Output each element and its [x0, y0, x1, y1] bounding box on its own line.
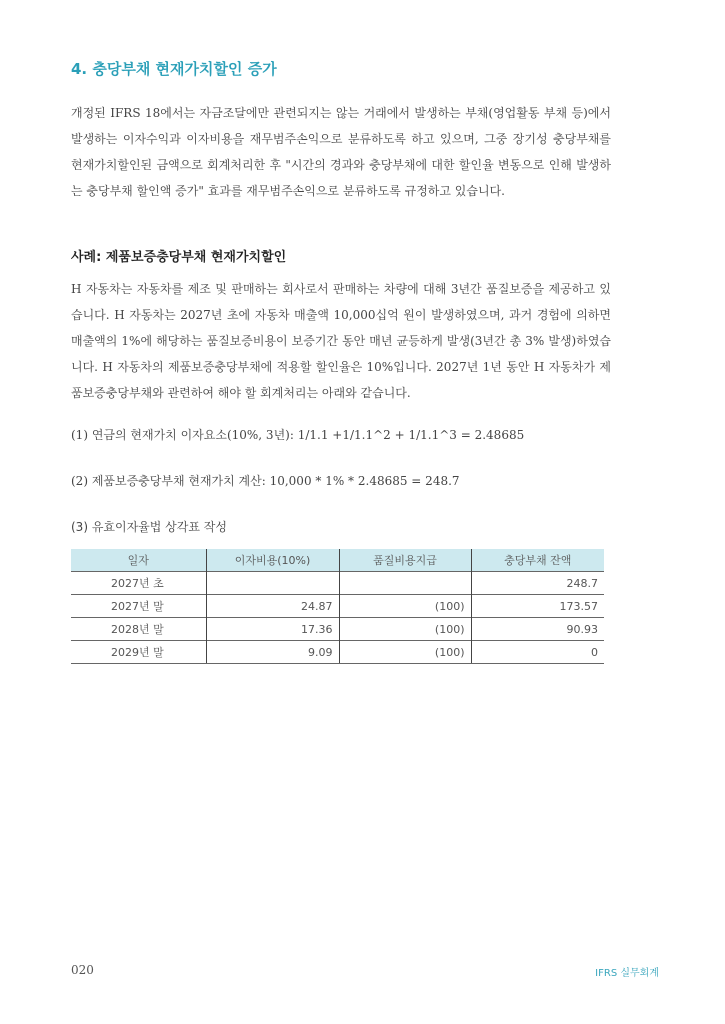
calc-present-value: (2) 제품보증충당부채 현재가치 계산: 10,000 * 1% * 2.48685 = 248.7 [71, 474, 460, 488]
table-row [71, 595, 604, 618]
cell-interest: 17.36 [206, 618, 339, 641]
amortization-table [71, 549, 604, 664]
table-header-row [71, 549, 604, 572]
calc-annuity-factor: (1) 연금의 현재가치 이자요소(10%, 3년): 1/1.1 +1/1.1^2 + 1/1.1^3 = 2.48685 [71, 428, 525, 442]
header-quality-cost-paid: 품질비용지급 [339, 549, 471, 572]
table-row [71, 641, 604, 664]
table-row [71, 572, 604, 595]
cell-date: 2029년 말 [71, 641, 206, 664]
section-title: 4. 충당부채 현재가치할인 증가 [71, 60, 277, 78]
header-provision-balance: 충당부채 잔액 [471, 549, 604, 572]
cell-balance: 173.57 [471, 595, 604, 618]
footer-brand: IFRS 실무회계 [595, 968, 659, 979]
header-interest-expense: 이자비용(10%) [206, 549, 339, 572]
cell-balance: 90.93 [471, 618, 604, 641]
cell-balance: 248.7 [471, 572, 604, 595]
cell-payment: (100) [339, 595, 471, 618]
calc-amortization-heading: (3) 유효이자율법 상각표 작성 [71, 520, 227, 534]
cell-interest: 24.87 [206, 595, 339, 618]
cell-date: 2027년 초 [71, 572, 206, 595]
case-heading: 사례: 제품보증충당부채 현재가치할인 [71, 250, 287, 265]
cell-interest: 9.09 [206, 641, 339, 664]
cell-payment: (100) [339, 641, 471, 664]
cell-date: 2028년 말 [71, 618, 206, 641]
cell-date: 2027년 말 [71, 595, 206, 618]
cell-balance: 0 [471, 641, 604, 664]
table-row [71, 618, 604, 641]
cell-interest [206, 572, 339, 595]
page-number: 020 [71, 963, 94, 977]
cell-payment: (100) [339, 618, 471, 641]
cell-payment [339, 572, 471, 595]
header-date: 일자 [71, 549, 206, 572]
case-paragraph: H 자동차는 자동차를 제조 및 판매하는 회사로서 판매하는 차량에 대해 3년간 품질보증을 제공하고 있습니다. H 자동차는 2027년 초에 자동차 매출액 10,000십억 원이 발생하였으며, 과거 경험에 의하면 매출액의 1%에 해당하는 품질보증비용이 보증기간 동안 매년 균등하게 발생(3년간 총 3% 발생)하였습니다. H 자동차의 제품보증충당부채에 적용할 할인율은 10%입니다. 2027년 1년 동안 H 자동차가 제품보증충당부채와 관련하여 해야 할 회계처리는 아래와 같습니다. [71, 282, 611, 400]
intro-paragraph: 개정된 IFRS 18에서는 자금조달에만 관련되지는 않는 거래에서 발생하는 부채(영업활동 부채 등)에서 발생하는 이자수익과 이자비용을 재무범주손익으로 분류하도록 하고 있으며, 그중 장기성 충당부채를 현재가치할인된 금액으로 회계처리한 후 "시간의 경과와 충당부채에 대한 할인율 변동으로 인해 발생하는 충당부채 할인액 증가" 효과를 재무범주손익으로 분류하도록 규정하고 있습니다. [71, 106, 611, 198]
